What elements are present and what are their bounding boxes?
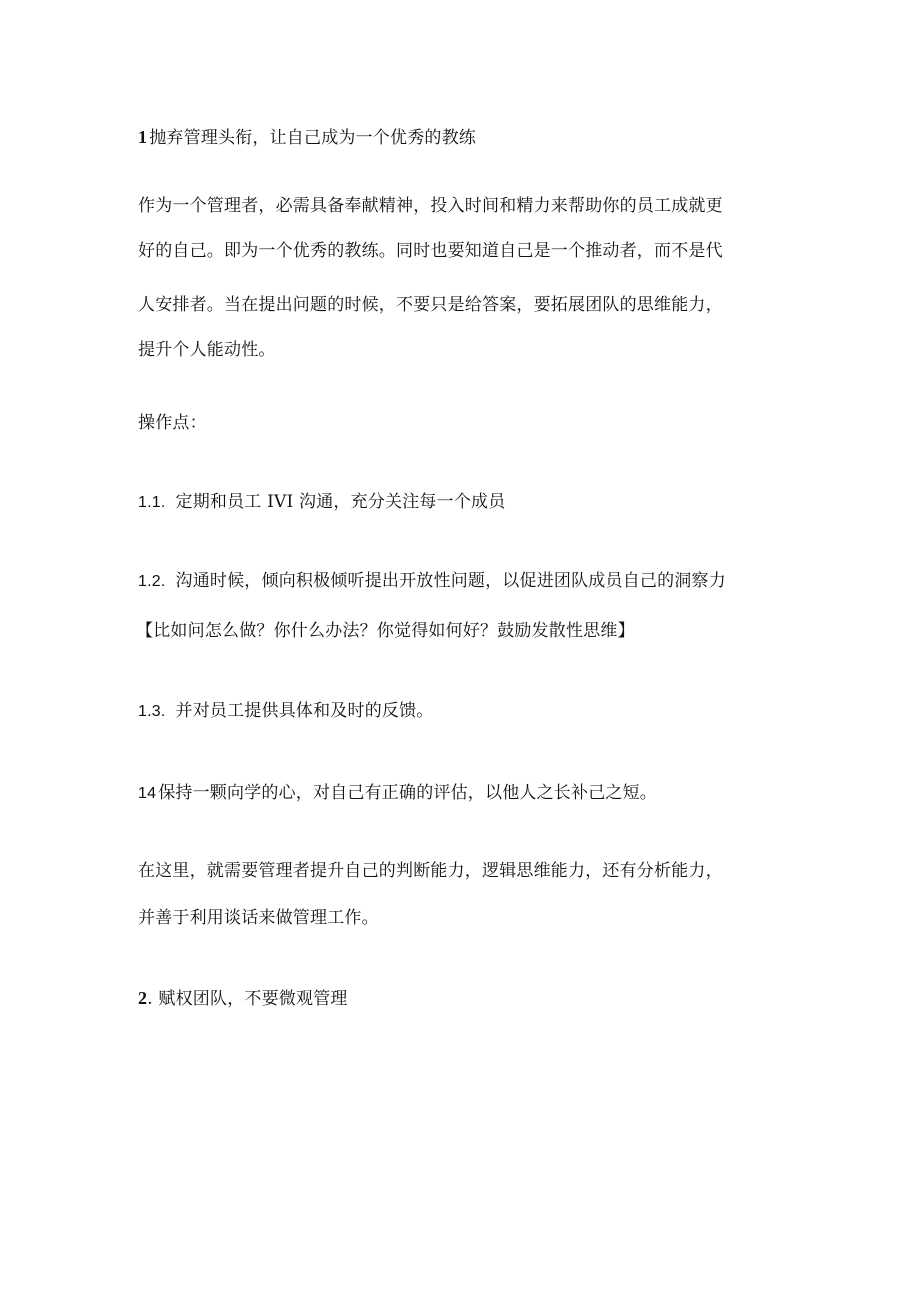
item-text: 沟通时候，倾向积极倾听提出开放性问题，以促进团队成员自己的洞察力 (175, 571, 726, 591)
section-heading-1 (138, 126, 476, 149)
list-item (138, 491, 505, 514)
paragraph-line: 作为一个管理者，必需具备奉献精神，投入时间和精力来帮助你的员工成就更 (138, 196, 723, 216)
list-item (138, 782, 657, 805)
section-number: 2 (138, 988, 148, 1008)
list-item (138, 700, 434, 723)
list-item-continuation: 【比如问怎么做？你什么办法？你觉得如何好？鼓励发散性思维】 (136, 621, 635, 641)
paragraph-line: 提升个人能动性。 (138, 340, 276, 360)
section-heading-2 (138, 987, 348, 1010)
list-item (138, 570, 726, 593)
section-number: 1 (138, 127, 148, 147)
paragraph-line: 在这里，就需要管理者提升自己的判断能力，逻辑思维能力，还有分析能力， (138, 861, 723, 881)
paragraph-line: 人安排者。当在提出问题的时候，不要只是给答案，要拓展团队的思维能力， (138, 295, 723, 315)
section-title: 抛弃管理头衔，让自己成为一个优秀的教练 (149, 128, 477, 148)
item-number: 14 (138, 785, 157, 802)
item-text: 定期和员工 IVI 沟通，充分关注每一个成员 (175, 492, 506, 512)
item-number: 1.3. (138, 703, 166, 720)
paragraph-line: 好的自己。即为一个优秀的教练。同时也要知道自己是一个推动者，而不是代 (138, 241, 723, 261)
section-title: . 赋权团队，不要微观管理 (147, 989, 348, 1009)
item-number: 1.2. (138, 573, 166, 590)
item-number: 1.1. (138, 494, 166, 511)
item-text: 并对员工提供具体和及时的反馈。 (175, 701, 434, 721)
item-text: 保持一颗向学的心，对自己有正确的评估，以他人之长补己之短。 (158, 783, 658, 803)
operation-label: 操作点： (138, 413, 207, 433)
paragraph-line: 并善于利用谈话来做管理工作。 (138, 908, 379, 928)
